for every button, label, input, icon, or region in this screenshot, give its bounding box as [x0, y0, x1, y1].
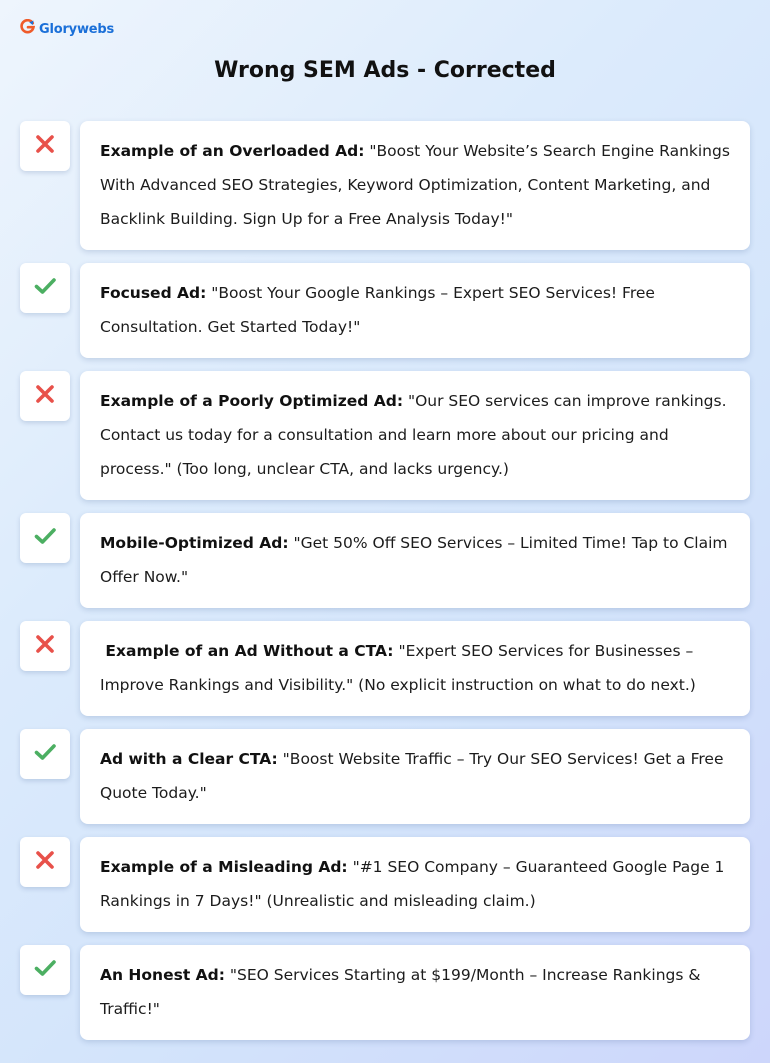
- ad-example-text: [100, 850, 732, 918]
- ad-example-label: Example of a Poorly Optimized Ad:: [100, 392, 404, 410]
- ad-example-card: [80, 371, 750, 500]
- status-icon-box: [20, 371, 70, 421]
- ad-example-text: [100, 276, 732, 344]
- ad-example-body: "Get 50% Off SEO Services – Limited Time! Tap to Claim Offer Now.": [100, 534, 728, 586]
- ad-example-body: "Our SEO services can improve rankings. Contact us today for a consultation and learn more about our pricing and process." (Too long, unclear CTA, and lacks urgency.): [100, 392, 727, 478]
- ad-example-body: "Boost Website Traffic – Try Our SEO Services! Get a Free Quote Today.": [100, 750, 724, 802]
- ad-example-text: [100, 134, 732, 236]
- check-icon: [33, 740, 57, 769]
- ad-example-card: [80, 263, 750, 358]
- ad-example-label: Mobile-Optimized Ad:: [100, 534, 289, 552]
- ad-example-label: Example of an Ad Without a CTA:: [100, 642, 394, 660]
- brand-logo: [20, 19, 114, 39]
- ad-example-label: Example of a Misleading Ad:: [100, 858, 348, 876]
- check-icon: [33, 956, 57, 985]
- ad-example-label: Example of an Overloaded Ad:: [100, 142, 365, 160]
- status-icon-box: [20, 945, 70, 995]
- ad-example-text: [100, 742, 732, 810]
- check-icon: [33, 524, 57, 553]
- ad-example-label: Ad with a Clear CTA:: [100, 750, 278, 768]
- ad-example-text: [100, 634, 732, 702]
- ad-example-text: [100, 526, 732, 594]
- brand-mark-icon: [20, 19, 35, 39]
- ad-example-body: "SEO Services Starting at $199/Month – Increase Rankings & Traffic!": [100, 966, 701, 1018]
- status-icon-box: [20, 729, 70, 779]
- ad-example-body: "Boost Your Google Rankings – Expert SEO Services! Free Consultation. Get Started Today!": [100, 284, 655, 336]
- page-title: Wrong SEM Ads - Corrected: [214, 58, 556, 83]
- cross-icon: [33, 632, 57, 661]
- status-icon-box: [20, 837, 70, 887]
- status-icon-box: [20, 513, 70, 563]
- ad-example-body: "Boost Your Website’s Search Engine Rankings With Advanced SEO Strategies, Keyword Optimization, Content Marketing, and Backlink Building. Sign Up for a Free Analysis Today!": [100, 142, 730, 228]
- check-icon: [33, 274, 57, 303]
- ad-example-card: [80, 945, 750, 1040]
- status-icon-box: [20, 121, 70, 171]
- ad-example-card: [80, 837, 750, 932]
- ad-example-text: [100, 384, 732, 486]
- status-icon-box: [20, 621, 70, 671]
- ad-example-text: [100, 958, 732, 1026]
- cross-icon: [33, 132, 57, 161]
- ad-example-body: "#1 SEO Company – Guaranteed Google Page 1 Rankings in 7 Days!" (Unrealistic and misleading claim.): [100, 858, 725, 910]
- ad-example-card: [80, 121, 750, 250]
- status-icon-box: [20, 263, 70, 313]
- ad-example-card: [80, 621, 750, 716]
- brand-name: Glorywebs: [39, 21, 115, 37]
- ad-example-card: [80, 729, 750, 824]
- cross-icon: [33, 848, 57, 877]
- ad-example-label: Focused Ad:: [100, 284, 207, 302]
- ad-example-label: An Honest Ad:: [100, 966, 225, 984]
- ad-example-body: "Expert SEO Services for Businesses – Improve Rankings and Visibility." (No explicit instruction on what to do next.): [100, 642, 696, 694]
- ad-example-card: [80, 513, 750, 608]
- cross-icon: [33, 382, 57, 411]
